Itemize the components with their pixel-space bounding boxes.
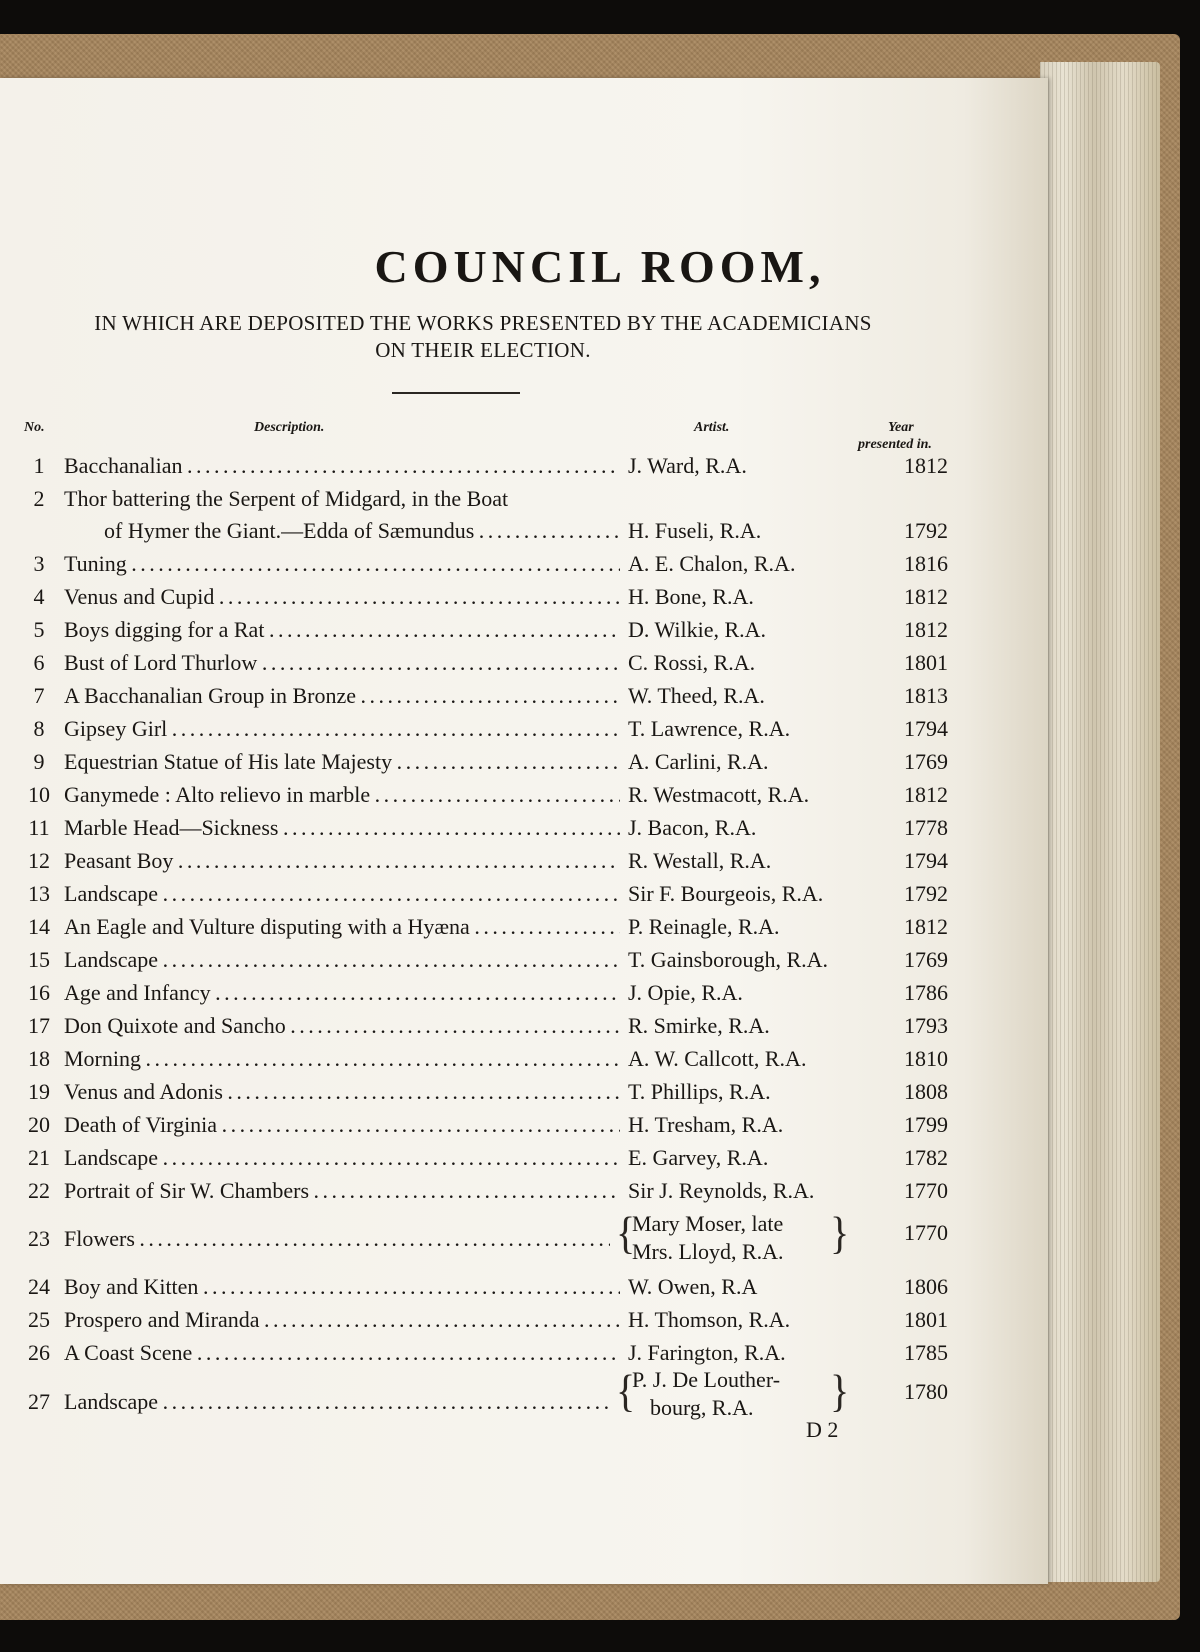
entry-number: 20: [28, 1112, 50, 1137]
list-item: [0, 976, 1000, 1009]
list-item: [0, 910, 1000, 943]
entry-number: 5: [33, 617, 45, 642]
entry-artist: T. Lawrence, R.A.: [628, 716, 791, 741]
list-item: [0, 580, 1000, 613]
entry-artist: H. Bone, R.A.: [628, 584, 754, 609]
entry-year: 1812: [904, 584, 948, 609]
list-item: [0, 1009, 1000, 1042]
entry-number: 15: [28, 947, 50, 972]
entry-number: 7: [33, 683, 45, 708]
entry-description: Marble Head—Sickness . . .: [64, 811, 620, 844]
entry-number: 14: [28, 914, 50, 939]
entry-number: 3: [33, 551, 45, 576]
signature-mark: D 2: [806, 1417, 839, 1442]
subtitle-line-2: ON THEIR ELECTION.: [375, 338, 591, 362]
entry-description: Boy and Kitten . . .: [64, 1270, 620, 1303]
entry-description: Venus and Adonis . . .: [64, 1075, 620, 1108]
entry-year: 1769: [904, 947, 948, 972]
entry-year: 1793: [904, 1013, 948, 1038]
entry-number: 9: [33, 749, 45, 774]
list-item: [0, 745, 1000, 778]
entry-description: Thor battering the Serpent of Midgard, in the Boat: [64, 486, 509, 511]
entry-number: 8: [33, 716, 45, 741]
column-header-artist: Artist.: [694, 420, 730, 435]
entry-artist-line-2: bourg, R.A.: [650, 1395, 754, 1420]
list-item: [0, 712, 1000, 745]
list-item: [0, 1303, 1000, 1336]
list-item: [0, 844, 1000, 877]
entry-description-cont: of Hymer the Giant.—Edda of Sæmundus . . .: [104, 514, 620, 547]
entry-artist: A. E. Chalon, R.A.: [628, 551, 796, 576]
list-item: [0, 778, 1000, 811]
entry-number: 4: [33, 584, 45, 609]
entry-year: 1813: [904, 683, 948, 708]
entry-artist: E. Garvey, R.A.: [628, 1145, 769, 1170]
list-item: [0, 1270, 1000, 1303]
subtitle-line-1: IN WHICH ARE DEPOSITED THE WORKS PRESENTED BY THE ACADEMICIANS: [94, 311, 872, 335]
entry-description: Bacchanalian . . .: [64, 449, 620, 482]
entry-description: Equestrian Statue of His late Majesty . . .: [64, 745, 620, 778]
entry-year: 1794: [904, 716, 948, 741]
list-item: [0, 482, 1000, 515]
entry-description: Landscape . . .: [64, 1385, 610, 1418]
column-header-year-sub: presented in.: [858, 437, 932, 452]
list-item: [0, 679, 1000, 712]
entry-description: Landscape . . .: [64, 1141, 620, 1174]
list-item: [0, 1141, 1000, 1174]
list-item: [0, 613, 1000, 646]
left-brace: {: [616, 1206, 636, 1259]
entry-description: Gipsey Girl . . .: [64, 712, 620, 745]
entry-description: Landscape . . .: [64, 877, 620, 910]
right-brace: }: [830, 1206, 850, 1259]
entry-year: 1810: [904, 1046, 948, 1071]
entry-description: Tuning . . .: [64, 547, 620, 580]
entry-year: 1782: [904, 1145, 948, 1170]
entry-number: 1: [33, 453, 45, 478]
entry-year: 1785: [904, 1340, 948, 1365]
entry-year: 1812: [904, 914, 948, 939]
entry-artist: W. Theed, R.A.: [628, 683, 765, 708]
entry-artist: J. Farington, R.A.: [628, 1340, 786, 1365]
entry-artist: T. Gainsborough, R.A.: [628, 947, 829, 972]
entry-artist: P. Reinagle, R.A.: [628, 914, 780, 939]
entry-description: Don Quixote and Sancho . . .: [64, 1009, 620, 1042]
entry-description: Age and Infancy . . .: [64, 976, 620, 1009]
entry-description: A Bacchanalian Group in Bronze . . .: [64, 679, 620, 712]
entry-year: 1786: [904, 980, 948, 1005]
list-item-continuation: [0, 514, 1000, 547]
entry-number: 25: [28, 1307, 50, 1332]
entry-artist: Sir F. Bourgeois, R.A.: [628, 881, 824, 906]
entry-year: 1806: [904, 1274, 948, 1299]
entry-description: Portrait of Sir W. Chambers . . .: [64, 1174, 620, 1207]
entry-year: 1801: [904, 650, 948, 675]
entry-artist-line-1: P. J. De Louther-: [632, 1367, 781, 1392]
entry-description: Peasant Boy . . .: [64, 844, 620, 877]
list-item: [0, 646, 1000, 679]
entry-number: 6: [33, 650, 45, 675]
entry-artist: Sir J. Reynolds, R.A.: [628, 1178, 815, 1203]
entry-year: 1799: [904, 1112, 948, 1137]
list-item: [0, 1222, 1000, 1255]
entry-artist: H. Fuseli, R.A.: [628, 518, 762, 543]
entry-artist: C. Rossi, R.A.: [628, 650, 756, 675]
entry-artist: H. Tresham, R.A.: [628, 1112, 784, 1137]
list-item: [0, 1336, 1000, 1369]
entry-number: 24: [28, 1274, 50, 1299]
entry-number: 23: [28, 1226, 50, 1251]
entry-year: 1780: [904, 1379, 948, 1404]
entry-year: 1816: [904, 551, 948, 576]
entry-year: 1812: [904, 782, 948, 807]
entry-year: 1770: [904, 1220, 948, 1245]
entry-artist: T. Phillips, R.A.: [628, 1079, 771, 1104]
entry-description: Flowers . . .: [64, 1222, 610, 1255]
list-item: [0, 877, 1000, 910]
entry-number: 19: [28, 1079, 50, 1104]
entry-artist: J. Opie, R.A.: [628, 980, 743, 1005]
entry-year: 1778: [904, 815, 948, 840]
list-item: [0, 547, 1000, 580]
entry-number: 12: [28, 848, 50, 873]
entry-number: 10: [28, 782, 50, 807]
entry-year: 1792: [904, 881, 948, 906]
entry-artist: W. Owen, R.A: [628, 1274, 758, 1299]
entry-description: Death of Virginia . . .: [64, 1108, 620, 1141]
entry-description: Bust of Lord Thurlow . . .: [64, 646, 620, 679]
entry-artist: A. Carlini, R.A.: [628, 749, 769, 774]
entry-artist: R. Smirke, R.A.: [628, 1013, 770, 1038]
entry-number: 16: [28, 980, 50, 1005]
entry-description: Morning . . .: [64, 1042, 620, 1075]
entry-number: 26: [28, 1340, 50, 1365]
entry-artist: R. Westmacott, R.A.: [628, 782, 810, 807]
entry-number: 13: [28, 881, 50, 906]
entry-year: 1812: [904, 453, 948, 478]
list-item: [0, 943, 1000, 976]
entry-artist: H. Thomson, R.A.: [628, 1307, 791, 1332]
left-brace: {: [616, 1364, 636, 1417]
entry-number: 11: [28, 815, 50, 840]
entry-year: 1808: [904, 1079, 948, 1104]
page-subtitle: [18, 310, 948, 364]
entry-artist: J. Ward, R.A.: [628, 453, 747, 478]
entry-description: An Eagle and Vulture disputing with a Hyæna . . .: [64, 910, 620, 943]
entry-year: 1770: [904, 1178, 948, 1203]
entry-year: 1801: [904, 1307, 948, 1332]
entry-number: 2: [33, 486, 45, 511]
entry-artist: R. Westall, R.A.: [628, 848, 772, 873]
entry-number: 27: [28, 1389, 50, 1414]
list-item: [0, 449, 1000, 482]
entry-number: 22: [28, 1178, 50, 1203]
entry-year: 1812: [904, 617, 948, 642]
list-item: [0, 1042, 1000, 1075]
column-header-year: Year: [888, 420, 914, 435]
list-item: [0, 1108, 1000, 1141]
entry-year: 1792: [904, 518, 948, 543]
list-item: [0, 1075, 1000, 1108]
entry-description: Prospero and Miranda . . .: [64, 1303, 620, 1336]
entry-year: 1794: [904, 848, 948, 873]
right-brace: }: [830, 1364, 850, 1417]
entry-description: Venus and Cupid . . .: [64, 580, 620, 613]
page-title: COUNCIL ROOM,: [374, 241, 826, 292]
list-item: [0, 811, 1000, 844]
entry-artist: A. W. Callcott, R.A.: [628, 1046, 807, 1071]
entry-description: A Coast Scene . . .: [64, 1336, 620, 1369]
entry-description: Boys digging for a Rat . . .: [64, 613, 620, 646]
entry-description: Ganymede : Alto relievo in marble . . .: [64, 778, 620, 811]
entry-artist: D. Wilkie, R.A.: [628, 617, 767, 642]
list-item: [0, 1174, 1000, 1207]
column-header-description: Description.: [254, 420, 325, 435]
column-header-no: No.: [24, 420, 45, 435]
entry-description: Landscape . . .: [64, 943, 620, 976]
title-rule: [392, 392, 520, 394]
entry-artist: J. Bacon, R.A.: [628, 815, 757, 840]
entry-artist-line-1: Mary Moser, late: [632, 1211, 784, 1236]
entry-number: 21: [28, 1145, 50, 1170]
entry-artist-line-2: Mrs. Lloyd, R.A.: [632, 1239, 784, 1264]
entry-number: 18: [28, 1046, 50, 1071]
entry-year: 1769: [904, 749, 948, 774]
entry-number: 17: [28, 1013, 50, 1038]
